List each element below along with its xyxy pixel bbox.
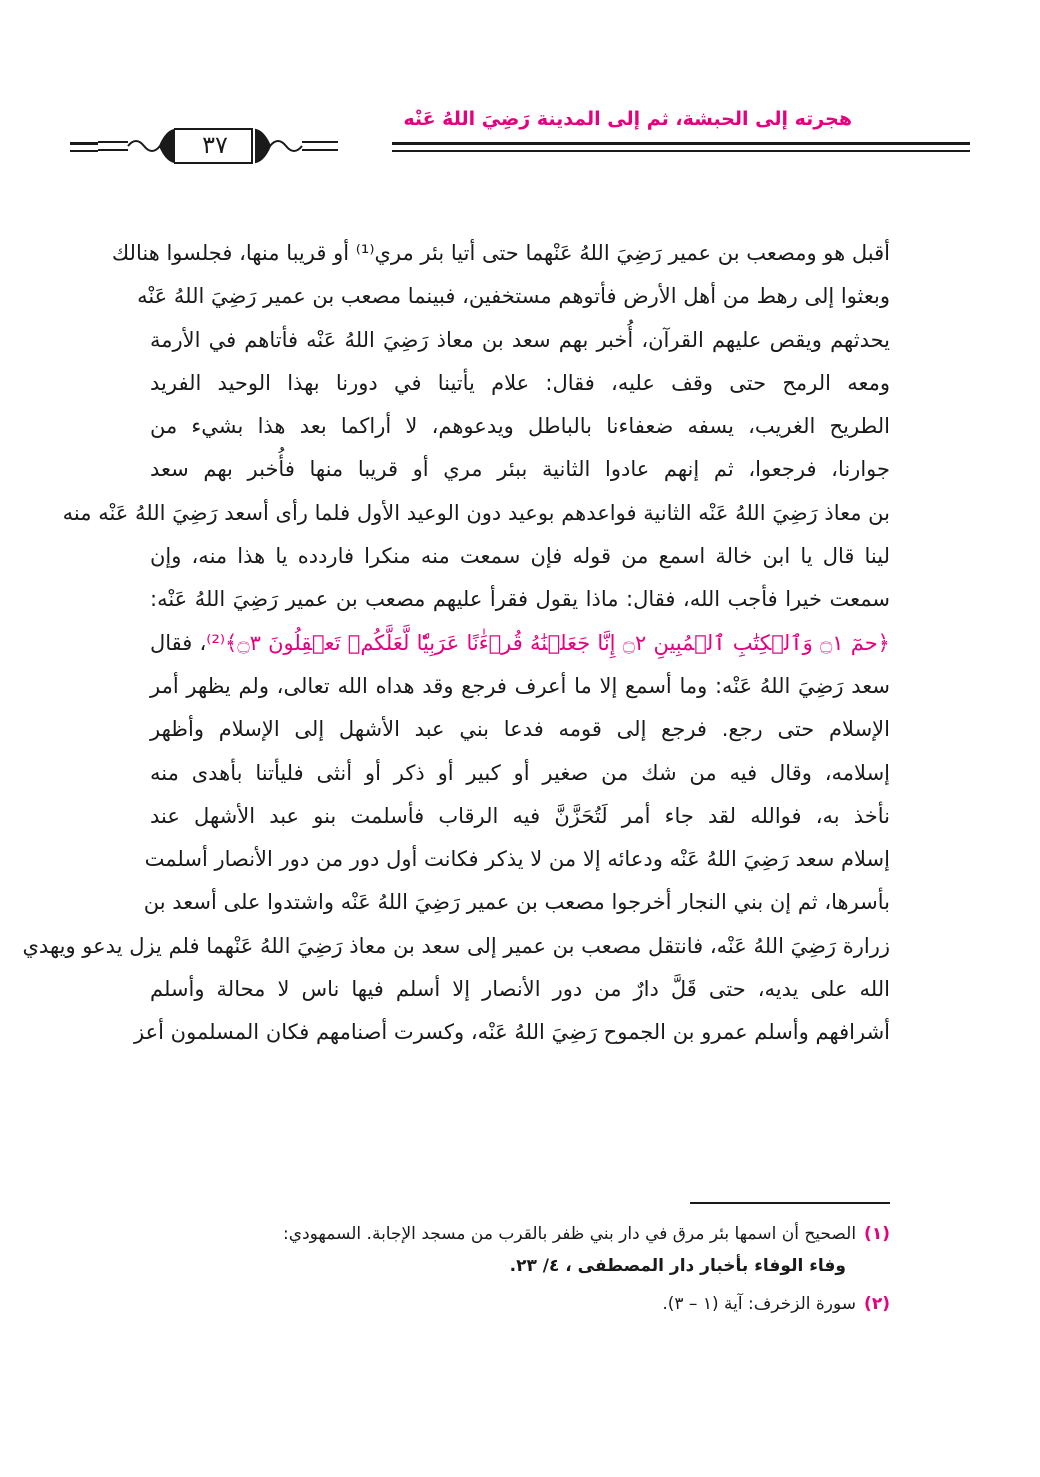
header-rule-left-thin: [70, 150, 98, 152]
body-line: ومعه الرمح حتى وقف عليه، فقال: علام يأتينا في دورنا بهذا الوحيد الفريد: [150, 370, 890, 395]
body-line: نأخذ به، فوالله لقد جاء أمر لَتُحَزَّنَّ فيه الرقاب فأسلمت بنو عبد الأشهل عند: [150, 803, 890, 828]
body-line: الله على يديه، حتى قَلَّ دارٌ من دور الأنصار إلا أسلم فيها ناس لا محالة وأسلم: [150, 977, 890, 1002]
header-rule-thick: [392, 142, 970, 145]
footnote-separator: [690, 1202, 890, 1204]
body-line: الإسلام حتى رجع. فرجع إلى قومه فدعا بني عبد الأشهل إلى الإسلام وأظهر: [150, 717, 890, 742]
footnote-text: الصحيح أن اسمها بئر مرق في دار بني ظفر بالقرب من مسجد الإجابة. السمهودي:: [283, 1224, 857, 1244]
header-rule-thin: [392, 150, 970, 152]
body-line: سعد رَضِيَ اللهُ عَنْه: وما أسمع إلا ما أعرف فرجع وقد هداه الله تعالى، ولم يظهر أمر: [150, 673, 890, 698]
body-line: زرارة رَضِيَ اللهُ عَنْه، فانتقل مصعب بن عمير إلى سعد بن معاذ رَضِيَ اللهُ عَنْهما فلم يزل يدعو ويهدي: [22, 933, 890, 958]
body-line: الطريح الغريب، يسفه ضعفاءنا بالباطل ويدعوهم، لا أراكما بعد هذا بشيء من: [150, 414, 890, 439]
footnote-number: (٢): [864, 1294, 890, 1314]
body-line: سمعت خيرا فأجب الله، فقال: ماذا يقول فقرأ عليهم مصعب بن عمير رَضِيَ اللهُ عَنْه:: [150, 587, 890, 612]
header-rule-left-thick: [70, 142, 98, 145]
quran-verse: ﴿حمٓ ۝١ وَٱلۡكِتَٰبِ ٱلۡمُبِينِ ۝٢ إِنَّا جَعَلۡنَٰهُ قُرۡءَٰنًا عَرَبِيّٗا لَّعَلَّكُمۡ تَعۡقِلُونَ ۝٣﴾⁽²⁾: [206, 630, 890, 655]
footnote-text: سورة الزخرف: آية (١ – ٣).: [662, 1294, 857, 1314]
page-header: [70, 98, 970, 168]
body-line: إسلام سعد رَضِيَ اللهُ عَنْه ودعائه إلا من لا يذكر فكانت أول دور من دور الأنصار أسلمت: [144, 847, 890, 872]
page-number: ٣٧: [202, 131, 228, 159]
body-line: بن معاذ رَضِيَ اللهُ عَنْه الثانية فواعدهم بوعيد دون الوعيد الأول فلما رأى أسعد رَضِيَ اللهُ عَنْه منه: [62, 500, 890, 525]
body-line: أشرافهم وأسلم عمرو بن الجموح رَضِيَ اللهُ عَنْه، وكسرت أصنامهم فكان المسلمون أعز: [134, 1020, 890, 1045]
footnotes: [150, 1218, 890, 1320]
footnote-1: [150, 1218, 890, 1250]
body-line: لينا قال يا ابن خالة اسمع من قوله فإن سمعت منه منكرا فاردده يا هذا منه، وإن: [150, 544, 890, 569]
body-line: جوارنا، فرجعوا، ثم إنهم عادوا الثانية ببئر مري أو قريبا منها فأُخبر بهم سعد: [150, 457, 890, 482]
footnote-1-continuation: وفاء الوفاء بأخبار دار المصطفى ، ٤/ ٢٣.: [509, 1256, 846, 1276]
verse-line: [150, 622, 890, 665]
body-line: وبعثوا إلى رهط من أهل الأرض فأتوهم مستخفين، فبينما مصعب بن عمير رَضِيَ اللهُ عَنْه: [137, 284, 890, 309]
page-number-badge: [98, 125, 382, 169]
verse-trailing-text: ، فقال: [150, 630, 207, 655]
footnote-number: (١): [864, 1224, 890, 1244]
body-line: بأسرها، ثم إن بني النجار أخرجوا مصعب بن عمير رَضِيَ اللهُ عَنْه واشتدوا على أسعد بن: [143, 890, 890, 915]
body-line: إسلامه، وقال فيه من شك من صغير أو كبير أو ذكر أو أنثى فليأتنا بأهدى منه: [150, 760, 890, 785]
body-line: أقبل هو ومصعب بن عمير رَضِيَ اللهُ عَنْهما حتى أتيا بئر مري⁽¹⁾ أو قريبا منها، فجلسوا هنالك: [111, 241, 890, 265]
footnote-2: [150, 1288, 890, 1320]
main-body-text: [22, 232, 890, 1055]
body-line: يحدثهم ويقص عليهم القرآن، أُخبر بهم سعد بن معاذ رَضِيَ اللهُ عَنْه فأتاهم في الأرمة: [150, 327, 890, 352]
running-title: هجرته إلى الحبشة، ثم إلى المدينة رَضِيَ اللهُ عَنْه: [403, 108, 852, 130]
